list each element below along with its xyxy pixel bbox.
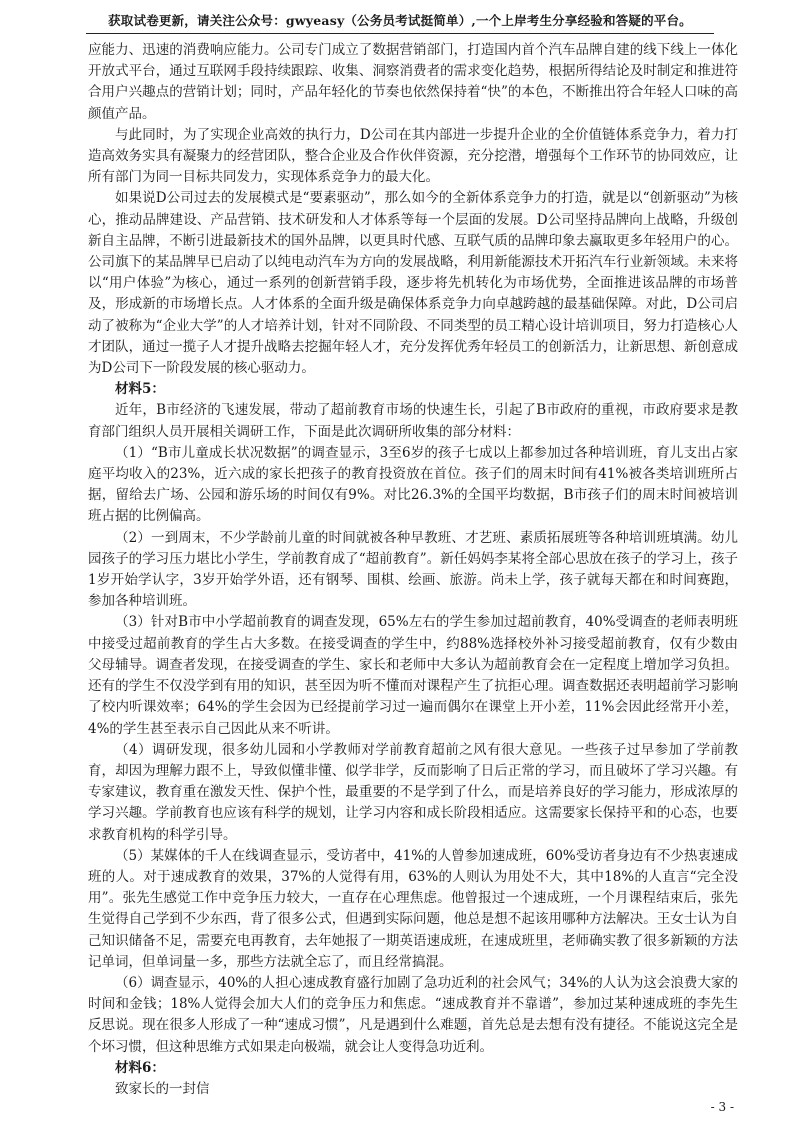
paragraph: 致家长的一封信 (115, 1080, 210, 1097)
paragraph: 与此同时，为了实现企业高效的执行力，D公司在其内部进一步提升企业的全价值链体系竞争力，着力打造高效务实具有凝聚力的经营团队，整合企业及合作伙伴资源，充分挖潜，增强每个工作环节的协同效应，让所有部门为同一目标共同发力，实现体系竞争力的最大化。 (88, 126, 738, 186)
header-divider (86, 33, 714, 34)
page-header (0, 0, 800, 40)
header-notice: 获取试卷更新，请关注公众号：gwyeasy（公务员考试挺简单）,一个上岸考生分享经验和答疑的平台。 (108, 13, 692, 28)
section-heading: 材料6： (115, 1059, 165, 1076)
list-item: （4）调研发现，很多幼儿园和小学教师对学前教育超前之风有很大意见。一些孩子过早参加了学前教育，却因为理解力跟不上，导致似懂非懂、似学非学，反而影响了日后正常的学习，而且破坏了学习兴趣。有专家建议，教育重在激发天性、保护个性，最重要的不是学到了什么，而是培养良好的学习能力，形成浓厚的学习兴趣。学前教育也应该有科学的规划，让学习内容和成长阶段相适应。这需要家长保持平和的心态，也要求教育机构的科学引导。 (88, 741, 738, 843)
list-item: （2）一到周末，不少学龄前儿童的时间就被各种早教班、才艺班、素质拓展班等各种培训班填满。幼儿园孩子的学习压力堪比小学生，学前教育成了“超前教育”。新任妈妈李某将全部心思放在孩子的学习上，孩子1岁开始学认字，3岁开始学外语，还有钢琴、围棋、绘画、旅游。尚未上学，孩子就每天都在和时间赛跑，参加各种培训班。 (88, 529, 738, 610)
list-item: （3）针对B市中小学超前教育的调查发现，65%左右的学生参加过超前教育，40%受调查的老师表明班中接受过超前教育的学生占大多数。在接受调查的学生中，约88%选择校外补习接受超前教育，仅有少数由父母辅导。调查者发现，在接受调查的学生、家长和老师中大多认为超前教育会在一定程度上增加学习负担。还有的学生不仅没学到有用的知识，甚至因为听不懂而对课程产生了抗拒心理。调查数据还表明超前学习影响了校内听课效率；64%的学生会因为已经提前学习过一遍而偶尔在课堂上开小差，11%会因此经常开小差，4%的学生甚至表示自己因此从来不听讲。 (88, 614, 738, 737)
list-item: （6）调查显示，40%的人担心速成教育盛行加剧了急功近利的社会风气；34%的人认为这会浪费大家的时间和金钱；18%人觉得会加大人们的竞争压力和焦虑。“速成教育并不靠谱”，参加过某种速成班的李先生反思说。现在很多人形成了一种“速成习惯”，凡是遇到什么难题，首先总是去想有没有捷径。不能说这完全是个坏习惯，但这种思维方式如果走向极端，就会让人变得急功近利。 (88, 974, 738, 1055)
paragraph: 近年，B市经济的飞速发展，带动了超前教育市场的快速生长，引起了B市政府的重视，市政府要求是教育部门组织人员开展相关调研工作，下面是此次调研所收集的部分材料： (88, 402, 738, 440)
list-item: （1）“B市儿童成长状况数据”的调查显示，3至6岁的孩子七成以上都参加过各种培训班，育儿支出占家庭平均收入的23%，近六成的家长把孩子的教育投资放在首位。孩子们的周末时间有41%被各类培训班所占据，留给去广场、公园和游乐场的时间仅有9%。对比26.3%的全国平均数据，B市孩子们的周末时间被培训班占据的比例偏高。 (88, 444, 738, 525)
document-body (88, 40, 738, 1100)
paragraph: 应能力、迅速的消费响应能力。公司专门成立了数据营销部门，打造国内首个汽车品牌自建的线下线上一体化开放式平台，通过互联网手段持续跟踪、收集、洞察消费者的需求变化趋势，根据所得结论及时制定和推进符合用户兴趣点的营销计划；同时，产品年轻化的节奏也依然保持着“快”的本色，不断推出符合年轻人口味的高颜值产品。 (88, 42, 738, 122)
section-heading: 材料5： (115, 381, 165, 398)
paragraph: 如果说D公司过去的发展模式是“要素驱动”，那么如今的全新体系竞争力的打造，就是以“创新驱动”为核心，推动品牌建设、产品营销、技术研发和人才体系等每一个层面的发展。D公司坚持品牌向上战略，升级创新自主品牌，不断引进最新技术的国外品牌，以更具时代感、互联气质的品牌印象去赢取更多年轻用户的心。公司旗下的某品牌早已启动了以纯电动汽车为方向的发展战略，利用新能源技术开拓汽车行业新领域。未来将以“用户体验”为核心，通过一系列的创新营销手段，逐步将先机转化为市场优势，全面推进该品牌的市场普及，形成新的市场增长点。人才体系的全面升级是确保体系竞争力向卓越跨越的最基础保障。对此，D公司启动了被称为“企业大学”的人才培养计划，针对不同阶段、不同类型的员工精心设计培训项目，努力打造核心人才团队，通过一揽子人才提升战略去挖掘年轻人才，充分发挥优秀年轻员工的创新活力，让新思想、新创意成为D公司下一阶段发展的核心驱动力。 (88, 190, 738, 377)
page-number: - 3 - (710, 1100, 734, 1114)
list-item: （5）某媒体的千人在线调查显示，受访者中，41%的人曾参加速成班，60%受访者身边有不少热衷速成班的人。对于速成教育的效果，37%的人觉得有用，63%的人则认为用处不大，其中18%的人直言“完全没用”。张先生感觉工作中竞争压力较大，一直存在心理焦虑。他曾报过一个速成班，一个月课程结束后，张先生觉得自己学到不少东西，背了很多公式，但遇到实际问题，他总是想不起该用哪种方法解决。王女士认为自己知识储备不足，需要充电再教育，去年她报了一期英语速成班，在速成班里，老师确实教了很多新颖的方法记单词，但单词量一多，那些方法就全忘了，而且经常搞混。 (88, 847, 738, 970)
